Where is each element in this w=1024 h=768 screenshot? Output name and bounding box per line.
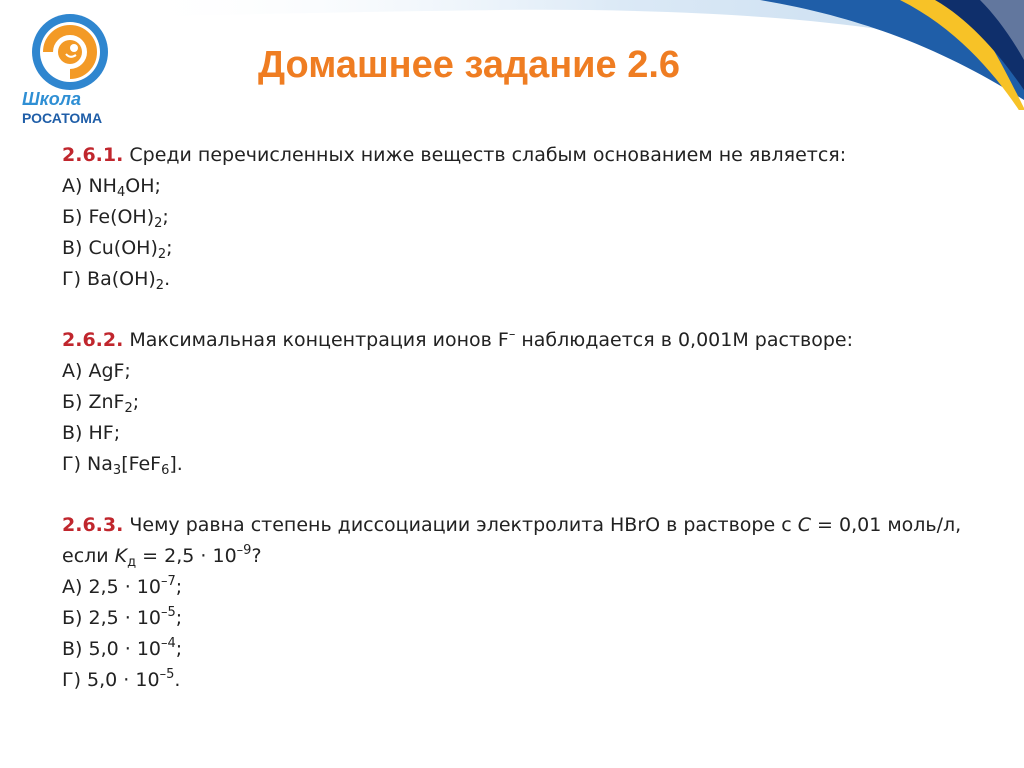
question-2-text: 2.6.2. Максимальная концентрация ионов F– наблюдается в 0,001М растворе: (62, 327, 853, 351)
logo-rosatom-text: РОСАТОМА (22, 110, 103, 126)
question-number: 2.6.1. (62, 144, 124, 166)
answer-option: Б) ZnF$_2$; (62, 391, 140, 416)
answer-option: Г) $Ba(OH)_2$. (62, 268, 171, 293)
question-number: 2.6.3. (62, 514, 124, 536)
homework-content (62, 140, 1022, 696)
logo-school-text: Школа (22, 89, 81, 109)
question-1-text (62, 140, 1022, 171)
question-3-text-cont: если $K_д = 2,5 \cdot 10^{-9}$? (62, 543, 262, 570)
question-number: 2.6.2. (62, 329, 124, 351)
answer-option: Б) $2,5 \cdot 10^{-5}$; (62, 605, 183, 629)
answer-option: Г) $5,0 \cdot 10^{-5}$. (62, 667, 181, 691)
answer-option: А) AgF; (62, 360, 131, 382)
answer-option: Б) $Fe(OH)_2$; (62, 206, 169, 231)
answer-option: А) $NH_4OH$; (62, 175, 161, 200)
answer-option: В) HF; (62, 422, 121, 444)
answer-option: В) $Cu(OH)_2$; (62, 237, 173, 262)
answer-option: В) $5,0 \cdot 10^{-4}$; (62, 636, 183, 660)
page-title: Домашнее задание 2.6 (258, 44, 681, 86)
answer-option: Г) $Na_3[FeF_6]$. (62, 453, 183, 478)
answer-option: А) $2,5 \cdot 10^{-7}$; (62, 574, 183, 598)
question-text: Среди перечисленных ниже веществ слабым основанием не является: (129, 144, 847, 166)
question-3-text: 2.6.3. Чему равна степень диссоциации электролита HBrO в растворе с C = 0,01 моль/л, (62, 514, 962, 536)
